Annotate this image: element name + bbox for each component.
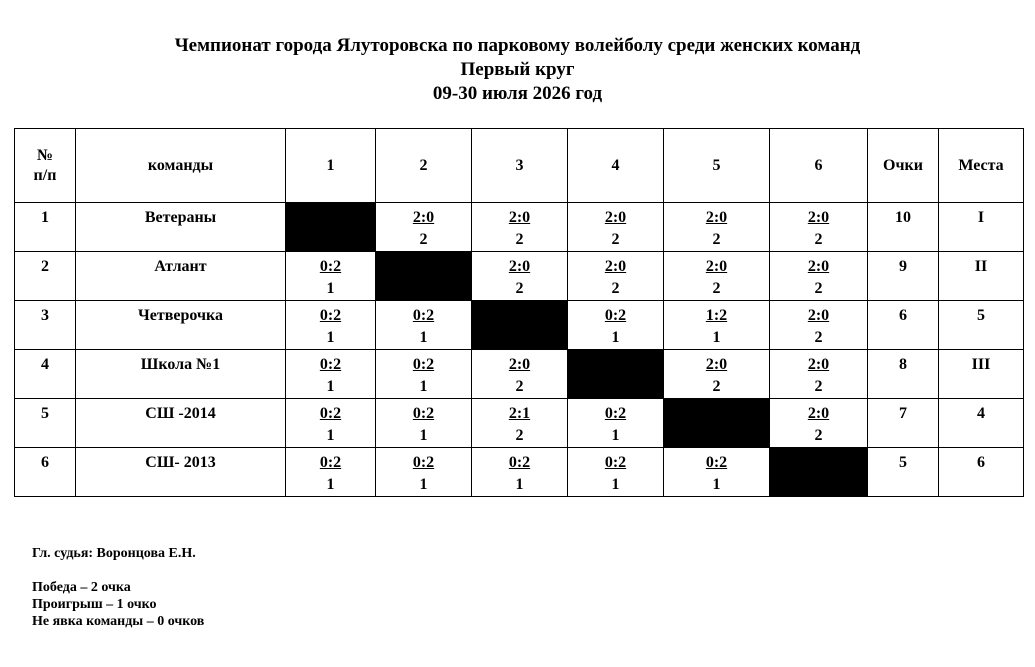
team-name: Атлант (76, 252, 286, 301)
table-row (15, 399, 1024, 448)
team-place: II (939, 252, 1024, 301)
row-number: 1 (15, 203, 76, 252)
match-points: 1 (326, 427, 335, 444)
table-row (15, 252, 1024, 301)
row-number: 4 (15, 350, 76, 399)
result-cell (568, 252, 664, 301)
rule-noshow: Не явка команды – 0 очков (32, 614, 205, 629)
match-points: 1 (712, 476, 721, 493)
match-score: 2:0 (807, 307, 830, 324)
result-cell (286, 399, 376, 448)
team-name: Четверочка (76, 301, 286, 350)
result-cell (664, 203, 770, 252)
team-points: 9 (868, 252, 939, 301)
table-row (15, 203, 1024, 252)
diagonal-cell (770, 448, 868, 497)
team-place: III (939, 350, 1024, 399)
match-points: 2 (814, 427, 823, 444)
document-title (0, 34, 1035, 106)
result-cell (664, 350, 770, 399)
match-points: 2 (515, 280, 524, 297)
match-points: 1 (326, 476, 335, 493)
header-col-5: 5 (664, 129, 770, 203)
team-place: 5 (939, 301, 1024, 350)
result-cell (770, 350, 868, 399)
table-row (15, 448, 1024, 497)
match-score: 0:2 (412, 405, 435, 422)
result-cell (472, 399, 568, 448)
match-score: 2:0 (705, 209, 728, 226)
header-col-4: 4 (568, 129, 664, 203)
standings-table (14, 128, 1024, 497)
match-score: 1:2 (705, 307, 728, 324)
result-cell (376, 399, 472, 448)
match-score: 0:2 (705, 454, 728, 471)
result-cell (376, 301, 472, 350)
match-points: 1 (419, 476, 428, 493)
header-col-6: 6 (770, 129, 868, 203)
team-place: I (939, 203, 1024, 252)
chief-judge: Гл. судья: Воронцова Е.Н. (32, 546, 196, 561)
match-score: 2:0 (807, 209, 830, 226)
match-score: 0:2 (319, 405, 342, 422)
footer-notes (32, 545, 204, 630)
team-points: 10 (868, 203, 939, 252)
match-score: 0:2 (319, 258, 342, 275)
match-points: 2 (814, 329, 823, 346)
match-points: 1 (326, 329, 335, 346)
header-col-1: 1 (286, 129, 376, 203)
match-points: 1 (712, 329, 721, 346)
match-score: 0:2 (604, 405, 627, 422)
match-points: 1 (326, 280, 335, 297)
match-points: 2 (712, 378, 721, 395)
title-line-1: Чемпионат города Ялуторовска по парковому волейболу среди женских команд (174, 35, 861, 56)
match-score: 2:0 (807, 405, 830, 422)
match-score: 0:2 (508, 454, 531, 471)
team-name: Школа №1 (76, 350, 286, 399)
team-points: 8 (868, 350, 939, 399)
diagonal-cell (568, 350, 664, 399)
rule-loss: Проигрыш – 1 очко (32, 597, 157, 612)
match-score: 2:0 (508, 209, 531, 226)
match-points: 1 (611, 427, 620, 444)
match-score: 2:0 (705, 258, 728, 275)
team-points: 5 (868, 448, 939, 497)
header-places: Места (939, 129, 1024, 203)
row-number: 6 (15, 448, 76, 497)
match-score: 2:0 (705, 356, 728, 373)
match-score: 2:1 (508, 405, 531, 422)
match-score: 0:2 (319, 307, 342, 324)
result-cell (770, 399, 868, 448)
result-cell (664, 252, 770, 301)
match-score: 2:0 (807, 356, 830, 373)
result-cell (568, 399, 664, 448)
match-score: 0:2 (319, 454, 342, 471)
result-cell (472, 203, 568, 252)
team-name: Ветераны (76, 203, 286, 252)
result-cell (286, 301, 376, 350)
diagonal-cell (286, 203, 376, 252)
match-points: 1 (326, 378, 335, 395)
match-points: 2 (611, 280, 620, 297)
match-score: 2:0 (807, 258, 830, 275)
team-points: 6 (868, 301, 939, 350)
result-cell (568, 301, 664, 350)
team-name: СШ -2014 (76, 399, 286, 448)
header-col-3: 3 (472, 129, 568, 203)
result-cell (770, 203, 868, 252)
match-score: 2:0 (604, 258, 627, 275)
match-score: 0:2 (319, 356, 342, 373)
match-points: 2 (515, 378, 524, 395)
result-cell (376, 448, 472, 497)
header-num: № п/п (15, 129, 76, 203)
header-col-2: 2 (376, 129, 472, 203)
result-cell (472, 350, 568, 399)
team-place: 6 (939, 448, 1024, 497)
result-cell (568, 203, 664, 252)
result-cell (770, 252, 868, 301)
match-points: 1 (611, 329, 620, 346)
result-cell (664, 301, 770, 350)
match-points: 2 (712, 280, 721, 297)
match-points: 2 (814, 231, 823, 248)
match-points: 1 (611, 476, 620, 493)
result-cell (376, 350, 472, 399)
title-line-3: 09-30 июля 2026 год (432, 83, 603, 104)
result-cell (664, 448, 770, 497)
match-score: 2:0 (508, 356, 531, 373)
match-points: 2 (814, 378, 823, 395)
result-cell (286, 448, 376, 497)
header-teams: команды (76, 129, 286, 203)
match-score: 2:0 (604, 209, 627, 226)
result-cell (472, 448, 568, 497)
table-row (15, 301, 1024, 350)
diagonal-cell (376, 252, 472, 301)
match-score: 2:0 (508, 258, 531, 275)
diagonal-cell (664, 399, 770, 448)
match-score: 0:2 (604, 307, 627, 324)
match-score: 0:2 (412, 356, 435, 373)
result-cell (568, 448, 664, 497)
team-points: 7 (868, 399, 939, 448)
match-points: 2 (712, 231, 721, 248)
header-row (15, 129, 1024, 203)
match-points: 1 (419, 427, 428, 444)
match-score: 0:2 (412, 454, 435, 471)
result-cell (286, 252, 376, 301)
result-cell (770, 301, 868, 350)
match-points: 2 (814, 280, 823, 297)
match-score: 0:2 (604, 454, 627, 471)
row-number: 3 (15, 301, 76, 350)
match-points: 1 (419, 378, 428, 395)
result-cell (472, 252, 568, 301)
match-score: 0:2 (412, 307, 435, 324)
team-place: 4 (939, 399, 1024, 448)
team-name: СШ- 2013 (76, 448, 286, 497)
header-points: Очки (868, 129, 939, 203)
match-score: 2:0 (412, 209, 435, 226)
match-points: 1 (515, 476, 524, 493)
match-points: 2 (611, 231, 620, 248)
result-cell (286, 350, 376, 399)
row-number: 5 (15, 399, 76, 448)
row-number: 2 (15, 252, 76, 301)
rule-win: Победа – 2 очка (32, 580, 131, 595)
match-points: 2 (419, 231, 428, 248)
match-points: 2 (515, 427, 524, 444)
result-cell (376, 203, 472, 252)
table-row (15, 350, 1024, 399)
match-points: 1 (419, 329, 428, 346)
title-line-2: Первый круг (460, 59, 575, 80)
match-points: 2 (515, 231, 524, 248)
diagonal-cell (472, 301, 568, 350)
